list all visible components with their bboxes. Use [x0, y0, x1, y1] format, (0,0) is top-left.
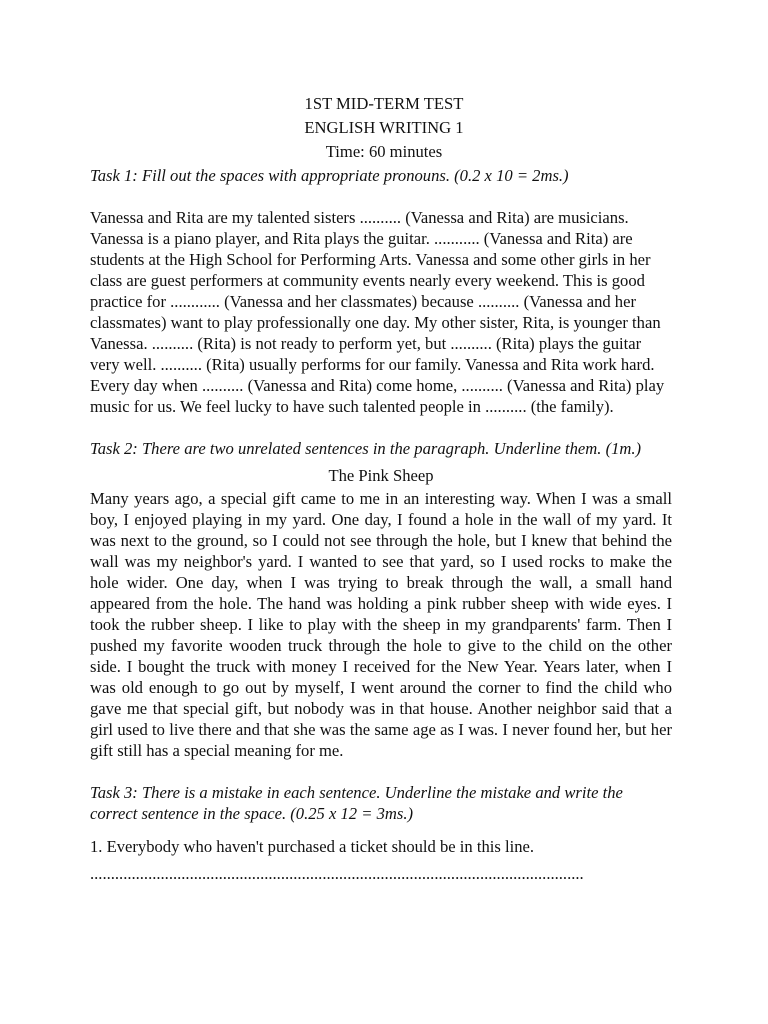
task1-instruction: Task 1: Fill out the spaces with appropriate pronouns. (0.2 x 10 = 2ms.)	[90, 166, 569, 185]
subject-title: ENGLISH WRITING 1	[304, 118, 464, 137]
task2-instruction: Task 2: There are two unrelated sentences in the paragraph. Underline them. (1m.)	[90, 439, 642, 458]
story-paragraph: Many years ago, a special gift came to me in an interesting way. When I was a small boy, I enjoyed playing in my yard. One day, I found a hole in the wall of my yard. It was next to the ground, so I could not see through the hole, but I knew that behind the wall was my neighbor's yard. I wanted to see that yard, so I used rocks to make the hole wider. One day, when I was trying to break through the wall, a small hand appeared from the hole. The hand was holding a pink rubber sheep with wide eyes. I took the rubber sheep. I like to play with the sheep in my grandparents' farm. Then I pushed my favorite wooden truck through the hole to give to the child on the other side. I bought the truck with money I received for the New Year. Years later, when I was old enough to go out by myself, I went around the corner to find the child who gave me that special gift, but nobody was in that house. Another neighbor said that a girl used to live there and that she was the same age as I was. I never found her, but her gift still has a special meaning for me.	[90, 489, 672, 760]
test-title: 1ST MID-TERM TEST	[304, 94, 464, 113]
time-limit: Time: 60 minutes	[325, 142, 443, 161]
task1-paragraph: Vanessa and Rita are my talented sisters .......... (Vanessa and Rita) are musicians. Vanessa is a piano player, and Rita plays the guitar. ........... (Vanessa and Rita) are students at the High School for Performing Arts. Vanessa and some other girls in her class are guest performers at community events nearly every weekend. This is good practice for ............ (Vanessa and her classmates) because .......... (Vanessa and her classmates) want to play professionally one day. My other sister, Rita, is younger than Vanessa. .......... (Rita) is not ready to perform yet, but .......... (Rita) plays the guitar very well. .......... (Rita) usually performs for our family. Vanessa and Rita work hard. Every day when .......... (Vanessa and Rita) come home, .......... (Vanessa and Rita) play music for us. We feel lucky to have such talented people in .......... (the family).	[90, 208, 665, 416]
question-1: 1. Everybody who haven't purchased a ticket should be in this line.	[90, 837, 535, 856]
answer-line-1[interactable]: .......................................................................................................................	[90, 864, 584, 883]
task3-instruction: Task 3: There is a mistake in each sentence. Underline the mistake and write the correct sentence in the space. (0.25 x 12 = 3ms.)	[90, 783, 623, 823]
story-title: The Pink Sheep	[328, 466, 434, 485]
